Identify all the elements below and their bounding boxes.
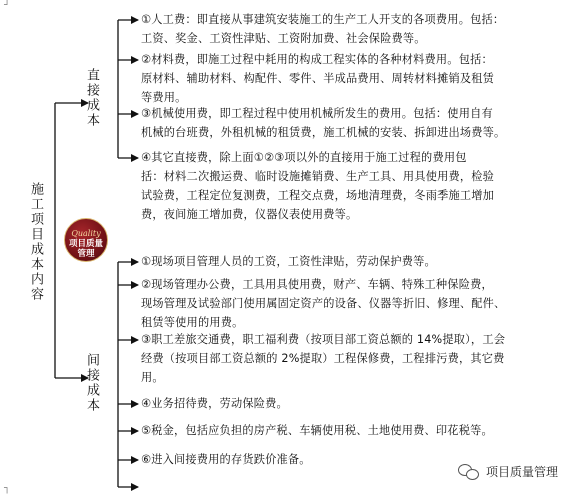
indirect-item-2: ②现场管理办公费，工具用具使用费，财产、车辆、特殊工种保险费， 现场管理及试验部门使用属固定资产的设备、仪器等折旧、修理、配件、 租赁等使用的用费。 bbox=[141, 278, 506, 329]
direct-cost-title: 直接成本 bbox=[84, 68, 99, 128]
badge-bottom-text: 项目质量管理 bbox=[68, 239, 103, 259]
indirect-item-1: ①现场项目管理人员的工资，工资性津贴，劳动保护费等。 bbox=[141, 255, 436, 268]
corner-mark-top-left: ┘ bbox=[4, 0, 11, 11]
direct-item-2: ②材料费，即施工过程中耗用的构成工程实体的各种材料费用。包括： 原材料、辅助材料、构配件、零件、半成品费用、周转材料摊销及租赁 等费用。 bbox=[141, 53, 495, 104]
direct-item-1: ①人工费：即直接从事建筑安装施工的生产工人开支的各项费用。包括： 工资、奖金、工资性津贴、工资附加费、社会保险费等。 bbox=[141, 13, 505, 45]
indirect-item-5: ⑤税金，包括应负担的房产税、车辆使用税、土地使用费、印花税等。 bbox=[141, 424, 493, 437]
badge-top-text: Quality bbox=[71, 229, 101, 238]
footer-watermark bbox=[458, 462, 558, 480]
indirect-item-3: ③职工差旅交通费，职工福利费（按项目部工资总额的 14%提取），工会 经费（按项目部工资总额的 2%提取）工程保修费，工程排污费，其它费 用。 bbox=[141, 333, 506, 384]
indirect-cost-title: 间接成本 bbox=[84, 353, 99, 413]
quality-badge-logo bbox=[64, 218, 108, 262]
root-title: 施工项目成本内容 bbox=[28, 182, 43, 302]
direct-item-3: ③机械使用费，即工程过程中使用机械所发生的费用。包括：使用自有 机械的台班费，外租机械的租赁费，施工机械的安装、拆卸进出场费等。 bbox=[141, 107, 506, 139]
indirect-item-4: ④业务招待费，劳动保险费。 bbox=[141, 397, 288, 410]
indirect-item-6: ⑥进入间接费用的存货跌价准备。 bbox=[141, 453, 311, 466]
corner-mark-bottom-left: ┐ bbox=[4, 483, 11, 494]
footer-text: 项目质量管理 bbox=[486, 464, 559, 479]
wechat-icon bbox=[458, 462, 480, 480]
direct-item-4: ④其它直接费，除上面①②③项以外的直接用于施工过程的费用包 括：材料二次搬运费、临时设施摊销费、生产工具、用具使用费，检验 试验费，工程定位复测费，工程交点费，场地清理费，冬雨季施工增加 费，夜间施工增加费，仪器仪表使用费等。 bbox=[141, 151, 495, 221]
